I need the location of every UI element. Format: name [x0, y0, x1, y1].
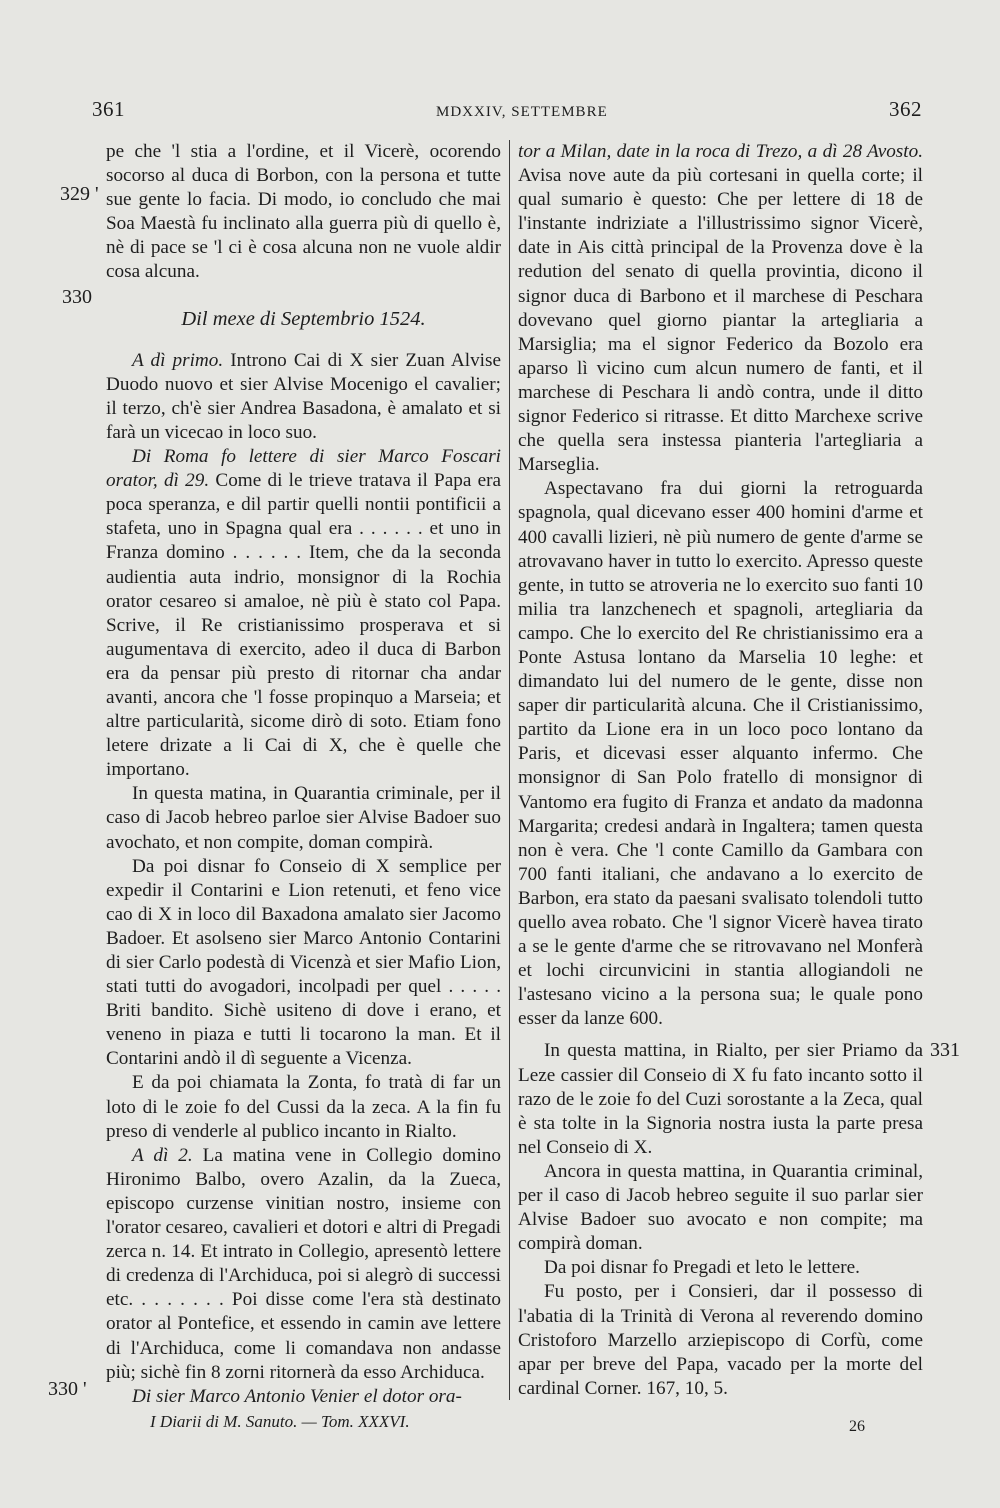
paragraph: Di sier Marco Antonio Venier el dotor ora-	[132, 1385, 462, 1407]
running-title: MDXXIV, SETTEMBRE	[436, 104, 608, 120]
paragraph: Ancora in questa mattina, in Quarantia criminal, per il caso di Jacob hebreo seguite il suo parlar sier Alvise Badoer suo avocato e non compite; ma compirà doman.	[518, 1160, 923, 1255]
margin-number: 329 '	[60, 183, 99, 205]
margin-number: 330	[62, 286, 92, 308]
paragraph-text: Come di le trieve tratava il Papa era poca speranza, e dil partir quelli nontii pontificii a stafeta, uno in Spagna qual era . . . . . . et uno in Franza domino . . . . . . Item, che da la seconda audientia auta indrio, monsignor di la Rochia orator cesareo si amaloe, nè più è stato col Papa. Scrive, il Re cristianissimo prosperava et si augumentava di exercito, adeo il duca di Barbon era da pensar più presto di ritornar cha andar avanti, ancora che 'l fosse propinquo a Marseia; et altre particularità, sicome dirò di soto. Etiam fono letere drizate a li Cai di X, che è quelle che importano.	[106, 470, 502, 781]
paragraph: Fu posto, per i Consieri, dar il possesso di l'abatia di la Trinità di Verona al reverendo domino Cristoforo Marzello arziepiscopo di Corfù, come apar per breve del Papa, vacado per la morte del cardinal Corner. 167, 10, 5.	[518, 1281, 923, 1399]
left-column	[106, 140, 501, 1409]
paragraph: pe che 'l stia a l'ordine, et il Vicerè, ocorendo socorso al duca di Borbon, con la persona et tutte sue gente lo facia. Di modo, io concludo che mai Soa Maestà fu inclinato alla guerra più di quello è, nè di pace se 'l ci è cosa alcuna non ne vuole aldir cosa alcuna.	[106, 141, 501, 283]
paragraph	[106, 1144, 501, 1385]
left-page-number: 361	[92, 97, 125, 121]
paragraph: In questa mattina, in Rialto, per sier Priamo da Leze cassier dil Conseio di X fu fato incanto sotto il razo de le zoie fo del Cuzi sorostante a la Zeca, qual è sta tolte in la Signoria nostra iusta la parte presa nel Conseio di X.	[518, 1040, 923, 1158]
paragraph	[106, 349, 501, 445]
paragraph: Aspectavano fra dui giorni la retroguarda spagnola, qual dicevano esser 400 homini d'arme et 400 cavalli lizieri, nè più numero de gente d'arme se atrovavano haver in tutto lo exercito. Apresso queste gente, in tutto se atroveria ne lo exercito suo fanti 10 milia tra lanzchenech et spagnoli, artegliaria da campo. Che lo exercito del Re christianissimo era a Ponte Astusa lontano da Marselia 10 leghe: et dimandato lui del numero de le gente, disse non saper dir particularità alcuna. Che il Cristianissimo, partito da Lione era in un loco poco lontano da Paris, et dicevasi esser alquanto infermo. Che monsignor di San Polo fratello di monsignor di Vantomo era fugito di Franza et andato da madonna Margarita; credesi andarà in Ingaltera; tamen questa non è vera. Che 'l conte Camillo da Gambara con 700 fanti italiani, che andavano a lo exercito de Barbon, era stato da paesani svalisato tolendoli tutto quello avea robato. Che 'l signor Vicerè havea tirato a se le gente d'arme che se ritrovavano nel Monferà et lochi circunvicini in stantia allogiandoli ne l'astesano vicino a la persona sua; le quale pono esser da lanze 600.	[518, 478, 923, 1030]
letter-lead: Di Roma fo lettere di sier Marco Foscari orator, dì 29.	[106, 446, 501, 492]
margin-number: 331	[930, 1039, 960, 1061]
date-lead: A dì primo.	[132, 349, 224, 371]
paragraph: Da poi disnar fo Pregadi et leto le lettere.	[544, 1257, 860, 1279]
signature-number: 26	[849, 1418, 865, 1435]
section-heading: Dil mexe di Septembrio 1524.	[181, 307, 426, 330]
paragraph: In questa matina, in Quarantia criminale, per il caso di Jacob hebreo parloe sier Alvise Badoer suo avochato, et non compite, doman compirà.	[106, 783, 501, 853]
paragraph: Da poi disnar fo Conseio di X semplice per expedir il Contarini e Lion retenuti, et feno vice cao di X in loco dil Baxadona amalato sier Jacomo Badoer. Et asolseno sier Marco Antonio Contarini di sier Carlo podestà di Vicenzà et sier Mafio Lion, stati tutti do avogadori, incolpadi per quel . . . . . Briti bandito. Sichè usiteno di dove i erano, et veneno in piaza e tutti li tocarono la man. Et il Contarini andò il dì seguente a Vicenza.	[106, 855, 501, 1070]
paragraph-text: La matina vene in Collegio domino Hironimo Balbo, overo Azalin, da la Zueca, episcopo curzense vinitian nostro, insieme con l'orator cesareo, cavalieri et dotori e altri di Pregadi zerca n. 14. Et intrato in Collegio, apresentò lettere di credenza di l'Archiduca, poi si alegrò di successi etc. . . . . . . . Poi disse come l'era stà destinato orator al Pontefice, et essendo in camin ave lettere di l'Archiduca, come li comandava non andasse più; sichè fin 8 zorni ritornerà da esso Archiduca.	[106, 1144, 501, 1383]
letter-lead: tor a Milan, date in la roca di Trezo, a dì 28 Avosto.	[518, 141, 923, 162]
paragraph-text: Introno Cai di X sier Zuan Alvise Duodo nuovo et sier Alvise Mocenigo el cavalier; il terzo, ch'è sier Andrea Basadona, è amalato et si farà un vicecao in loco suo.	[106, 349, 501, 443]
right-page-number: 362	[889, 97, 922, 121]
right-column	[518, 140, 923, 1401]
footer-source: I Diarii di M. Sanuto. — Tom. XXXVI.	[150, 1412, 410, 1431]
margin-number: 330 '	[48, 1378, 87, 1400]
paragraph: E da poi chiamata la Zonta, fo tratà di far un loto di le zoie fo del Cussi da la zeca. A la fin fu preso di venderle al publico incanto in Rialto.	[106, 1072, 501, 1142]
date-lead: A dì 2.	[132, 1144, 193, 1166]
paragraph	[106, 445, 501, 782]
paragraph	[518, 140, 923, 477]
column-divider	[509, 140, 510, 1400]
paragraph-text: Avisa nove aute da più cortesani in quella corte; il qual sumario è questo: Che per lettere di 18 de l'instante indriziate a l'illustrissimo signor Vicerè, date in Ais città principal de la Provenza dove è la redution del senato di quella provintia, dicono il signor duca di Barbono et il marchese di Peschara dovevano quel giorno piantar la artegliaria a Marsiglia; ma el signor Federico da Bozolo era aparso lì vicino cum alcun numero de fanti, et il marchese di Peschara li andò contra, unde il ditto signor Federico si ritrasse. Et ditto Marchexe scrive che quella sera instessa pianteria l'artegliaria a Marseglia.	[518, 165, 923, 476]
